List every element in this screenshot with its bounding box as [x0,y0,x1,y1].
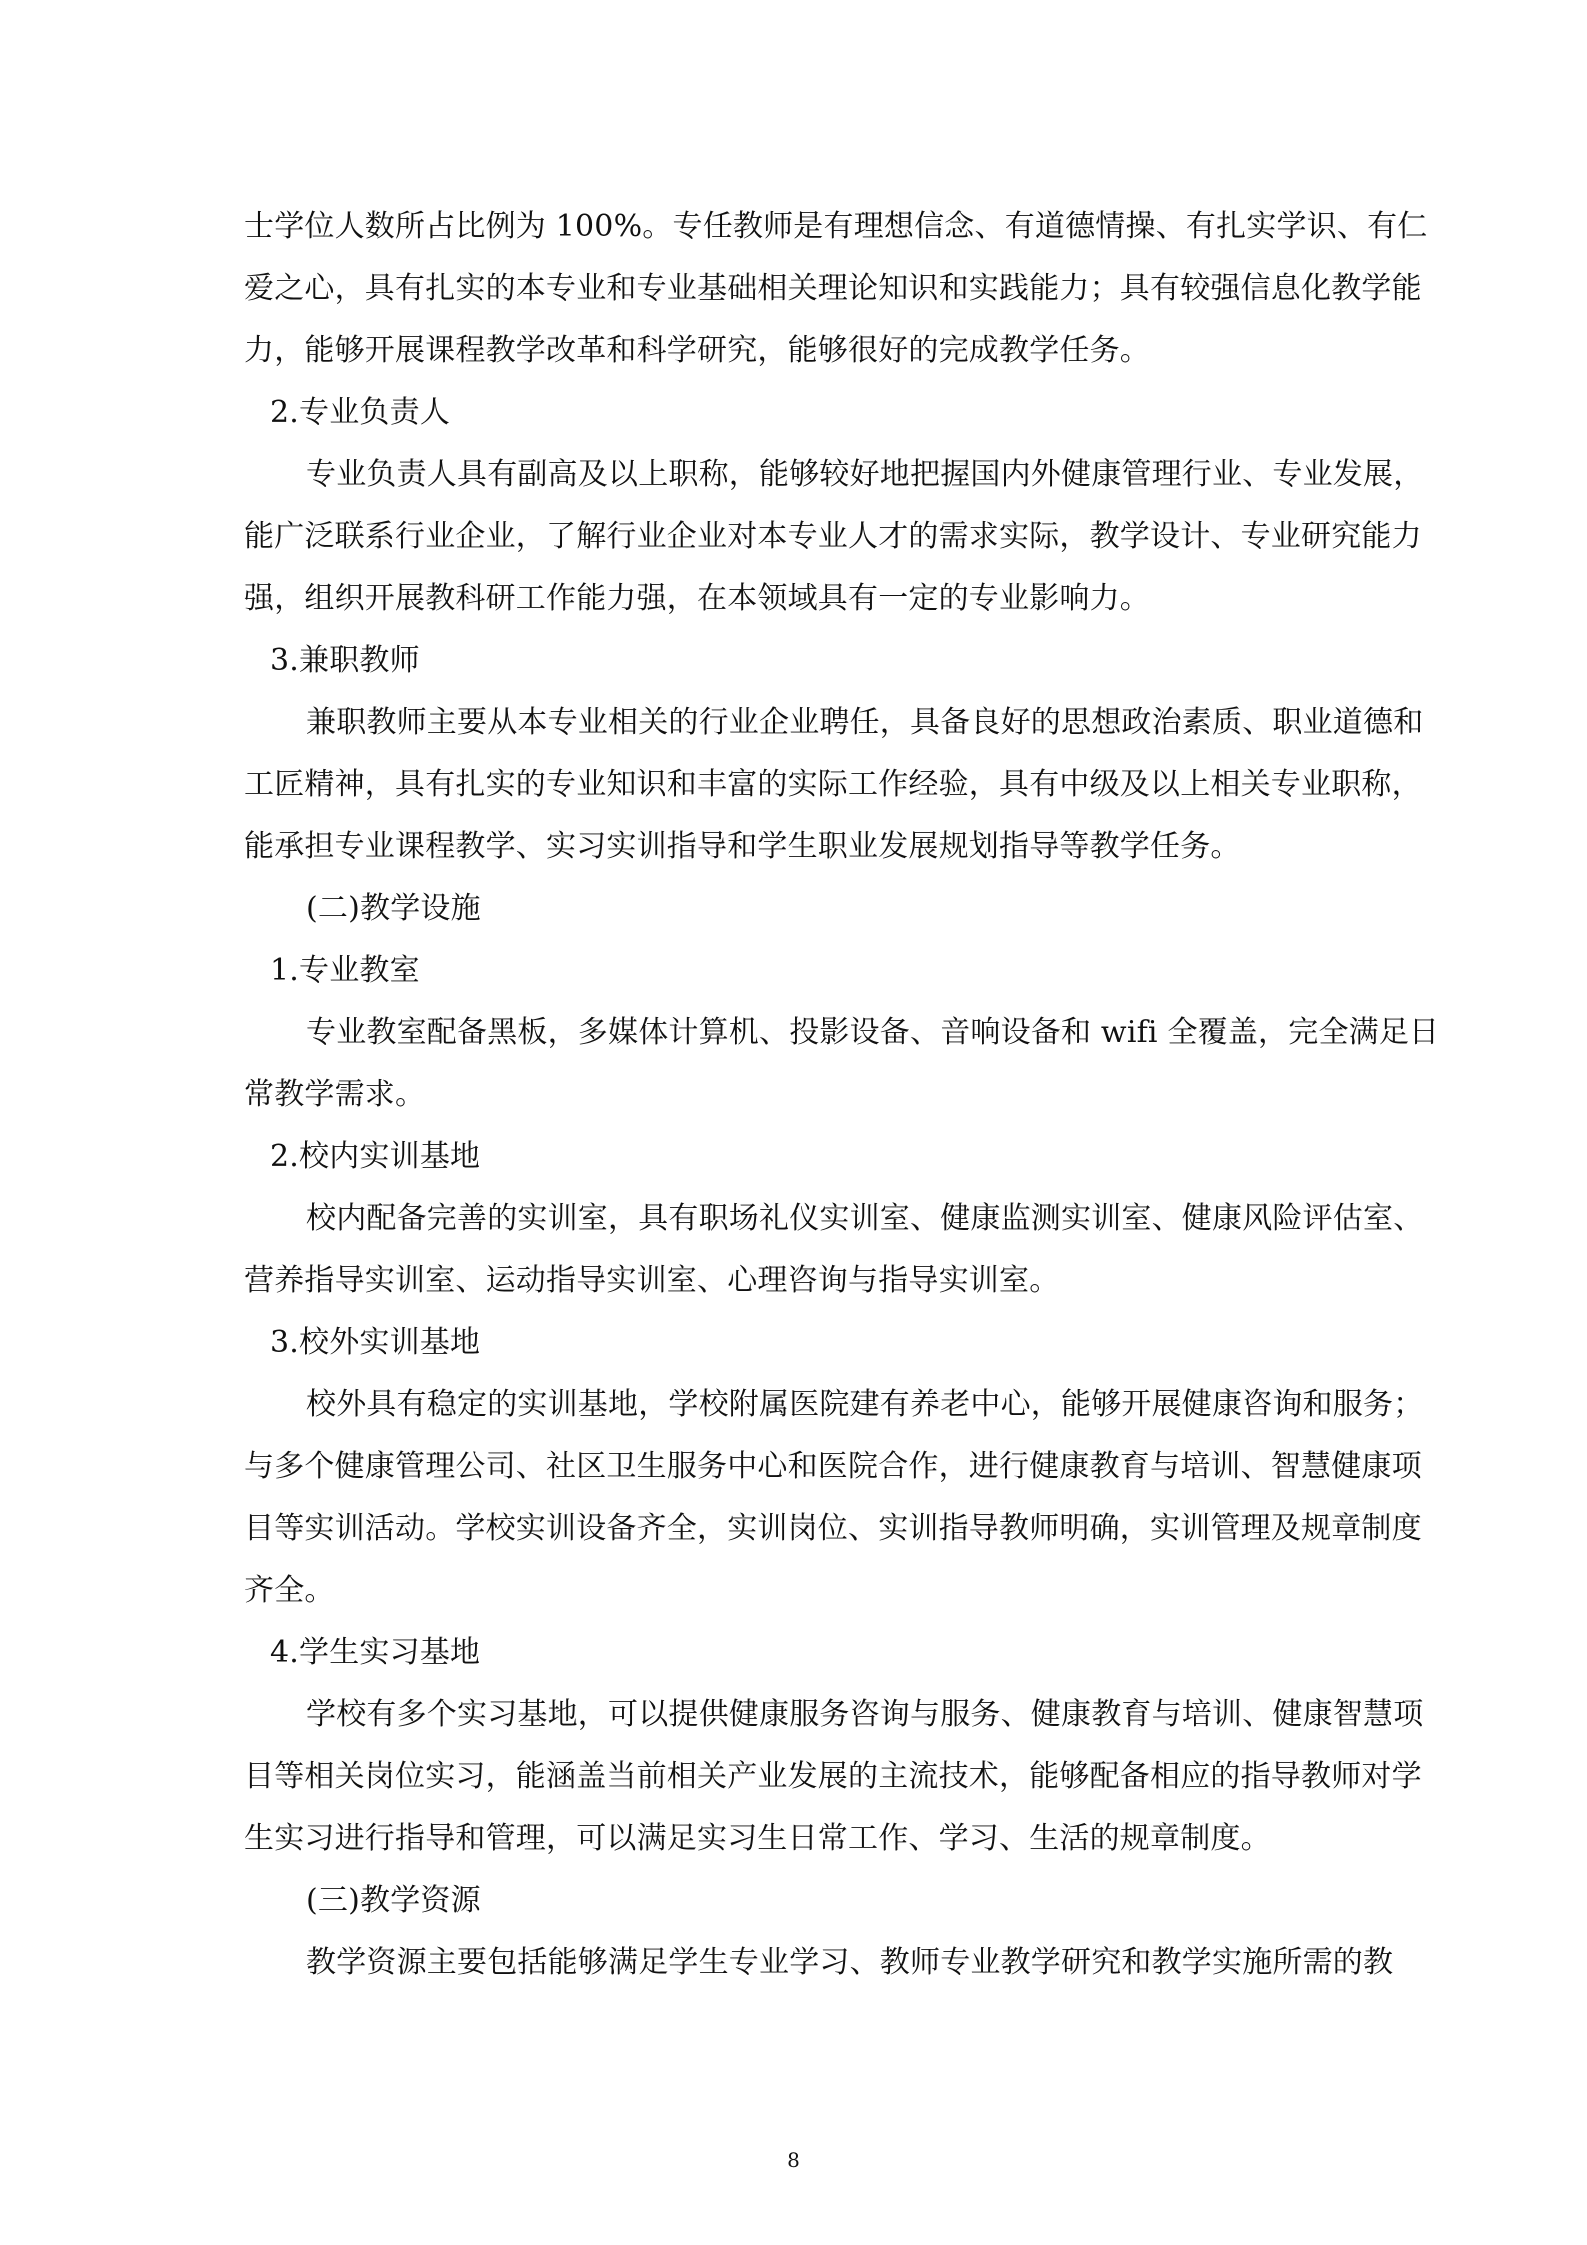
paragraph-line: 兼职教师主要从本专业相关的行业企业聘任，具备良好的思想政治素质、职业道德和 [306,705,1424,740]
page-number: 8 [787,2148,800,2172]
section-heading: (二)教学设施 [306,891,481,926]
body-text [244,196,1440,1994]
paragraph-line: 能广泛联系行业企业，了解行业企业对本专业人才的需求实际，教学设计、专业研究能力 [244,519,1422,554]
paragraph-line: 校外具有稳定的实训基地，学校附属医院建有养老中心，能够开展健康咨询和服务； [306,1387,1424,1422]
paragraph-line: 校内配备完善的实训室，具有职场礼仪实训室、健康监测实训室、健康风险评估室、 [306,1201,1424,1236]
paragraph-line: 齐全。 [244,1573,335,1608]
section-heading: 3.兼职教师 [270,643,420,678]
section-heading: 3.校外实训基地 [270,1325,481,1360]
paragraph-line: 专业教室配备黑板，多媒体计算机、投影设备、音响设备和 wifi 全覆盖，完全满足日 [306,1015,1440,1050]
section-heading: 2.校内实训基地 [270,1139,481,1174]
paragraph-line: 爱之心，具有扎实的本专业和专业基础相关理论知识和实践能力；具有较强信息化教学能 [244,271,1422,306]
paragraph-line: 学校有多个实习基地，可以提供健康服务咨询与服务、健康教育与培训、健康智慧项 [306,1697,1424,1732]
paragraph-line: 教学资源主要包括能够满足学生专业学习、教师专业教学研究和教学实施所需的教 [306,1945,1394,1980]
section-heading: 1.专业教室 [270,953,420,988]
paragraph-line: 目等实训活动。学校实训设备齐全，实训岗位、实训指导教师明确，实训管理及规章制度 [244,1511,1422,1546]
section-heading: 2.专业负责人 [270,395,451,430]
paragraph-line: 与多个健康管理公司、社区卫生服务中心和医院合作，进行健康教育与培训、智慧健康项 [244,1449,1422,1484]
paragraph-line: 强，组织开展教科研工作能力强，在本领域具有一定的专业影响力。 [244,581,1150,616]
paragraph-line: 营养指导实训室、运动指导实训室、心理咨询与指导实训室。 [244,1263,1060,1298]
paragraph-line: 能承担专业课程教学、实习实训指导和学生职业发展规划指导等教学任务。 [244,829,1241,864]
paragraph-line: 专业负责人具有副高及以上职称，能够较好地把握国内外健康管理行业、专业发展， [306,457,1424,492]
paragraph-line: 常教学需求。 [244,1077,426,1112]
paragraph-line: 工匠精神，具有扎实的专业知识和丰富的实际工作经验，具有中级及以上相关专业职称， [244,767,1422,802]
section-heading: 4.学生实习基地 [270,1635,481,1670]
paragraph-line: 力，能够开展课程教学改革和科学研究，能够很好的完成教学任务。 [244,333,1150,368]
paragraph-line: 目等相关岗位实习，能涵盖当前相关产业发展的主流技术，能够配备相应的指导教师对学 [244,1759,1422,1794]
paragraph-line: 生实习进行指导和管理，可以满足实习生日常工作、学习、生活的规章制度。 [244,1821,1271,1856]
section-heading: (三)教学资源 [306,1883,481,1918]
paragraph-line: 士学位人数所占比例为 100%。专任教师是有理想信念、有道德情操、有扎实学识、有仁 [244,209,1428,244]
